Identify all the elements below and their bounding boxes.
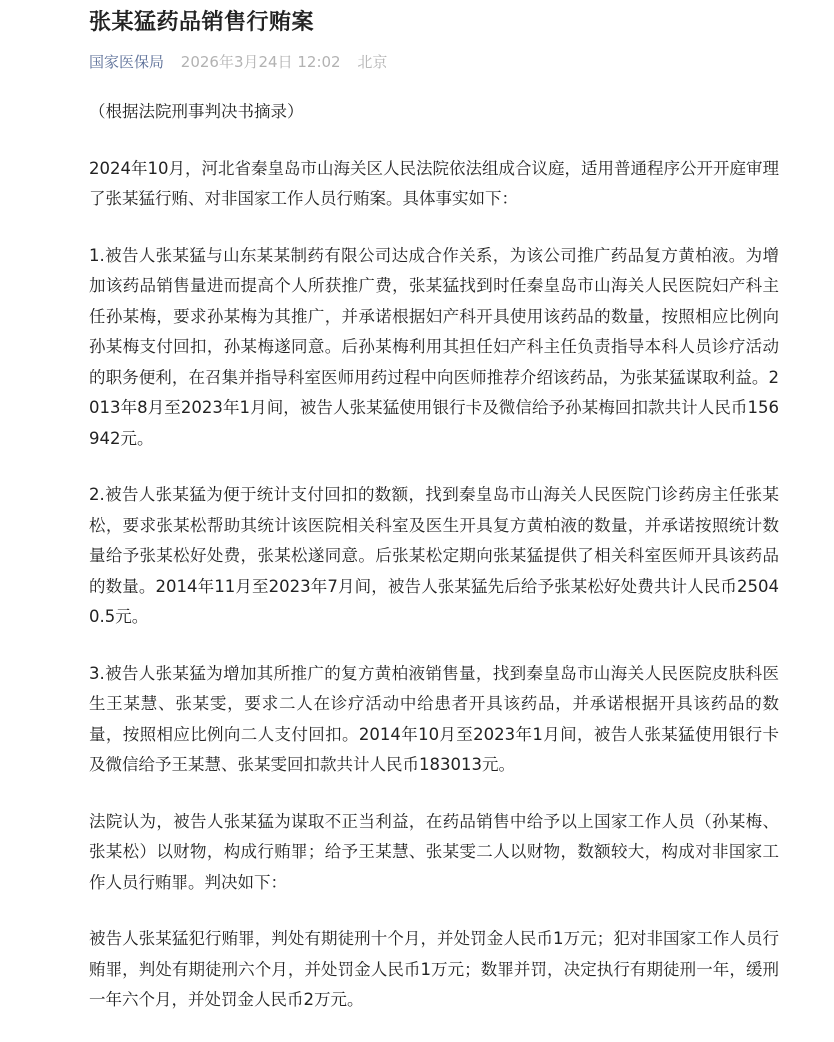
paragraph-verdict: 被告人张某猛犯行贿罪，判处有期徒刑十个月，并处罚金人民币1万元；犯对非国家工作人员行贿罪，判处有期徒刑六个月，并处罚金人民币1万元；数罪并罚，决定执行有期徒刑一年，缓刑一年六个月，并处罚金人民币2万元。 (89, 929, 779, 1009)
paragraph-fact-1: 1.被告人张某猛与山东某某制药有限公司达成合作关系，为该公司推广药品复方黄柏液。为增加该药品销售量进而提高个人所获推广费，张某猛找到时任秦皇岛市山海关人民医院妇产科主任孙某梅，要求孙某梅为其推广，并承诺根据妇产科开具使用该药品的数量，按照相应比例向孙某梅支付回扣，孙某梅遂同意。后孙某梅利用其担任妇产科主任负责指导本科人员诊疗活动的职务便利，在召集并指导科室医师用药过程中向医师推荐介绍该药品，为张某猛谋取利益。2013年8月至2023年1月间，被告人张某猛使用银行卡及微信给予孙某梅回扣款共计人民币156942元。 (89, 245, 779, 448)
publish-location: 北京 (357, 53, 388, 71)
article-body (89, 97, 779, 1016)
paragraph-source-note: （根据法院刑事判决书摘录） (89, 102, 304, 121)
paragraph-fact-2: 2.被告人张某猛为便于统计支付回扣的数额，找到秦皇岛市山海关人民医院门诊药房主任张某松，要求张某松帮助其统计该医院相关科室及医生开具复方黄柏液的数量，并承诺按照统计数量给予张某松好处费，张某松遂同意。后张某松定期向张某猛提供了相关科室医师开具该药品的数量。2014年11月至2023年7月间，被告人张某猛先后给予张某松好处费共计人民币25040.5元。 (89, 485, 779, 626)
publish-date: 2026年3月24日 12:02 (180, 53, 341, 71)
article-title: 张某猛药品销售行贿案 (89, 10, 315, 35)
article-meta (89, 51, 779, 73)
article (89, 0, 779, 1042)
paragraph-court-opinion: 法院认为，被告人张某猛为谋取不正当利益，在药品销售中给予以上国家工作人员（孙某梅、张某松）以财物，构成行贿罪；给予王某慧、张某雯二人以财物，数额较大，构成对非国家工作人员行贿罪。判决如下： (89, 811, 779, 892)
paragraph-intro: 2024年10月，河北省秦皇岛市山海关区人民法院依法组成合议庭，适用普通程序公开开庭审理了张某猛行贿、对非国家工作人员行贿案。具体事实如下： (89, 158, 779, 208)
paragraph-fact-3: 3.被告人张某猛为增加其所推广的复方黄柏液销售量，找到秦皇岛市山海关人民医院皮肤科医生王某慧、张某雯，要求二人在诊疗活动中给患者开具该药品，并承诺根据开具该药品的数量，按照相应比例向二人支付回扣。2014年10月至2023年1月间，被告人张某猛使用银行卡及微信给予王某慧、张某雯回扣款共计人民币183013元。 (89, 663, 779, 774)
publisher-link[interactable]: 国家医保局 (89, 53, 165, 71)
